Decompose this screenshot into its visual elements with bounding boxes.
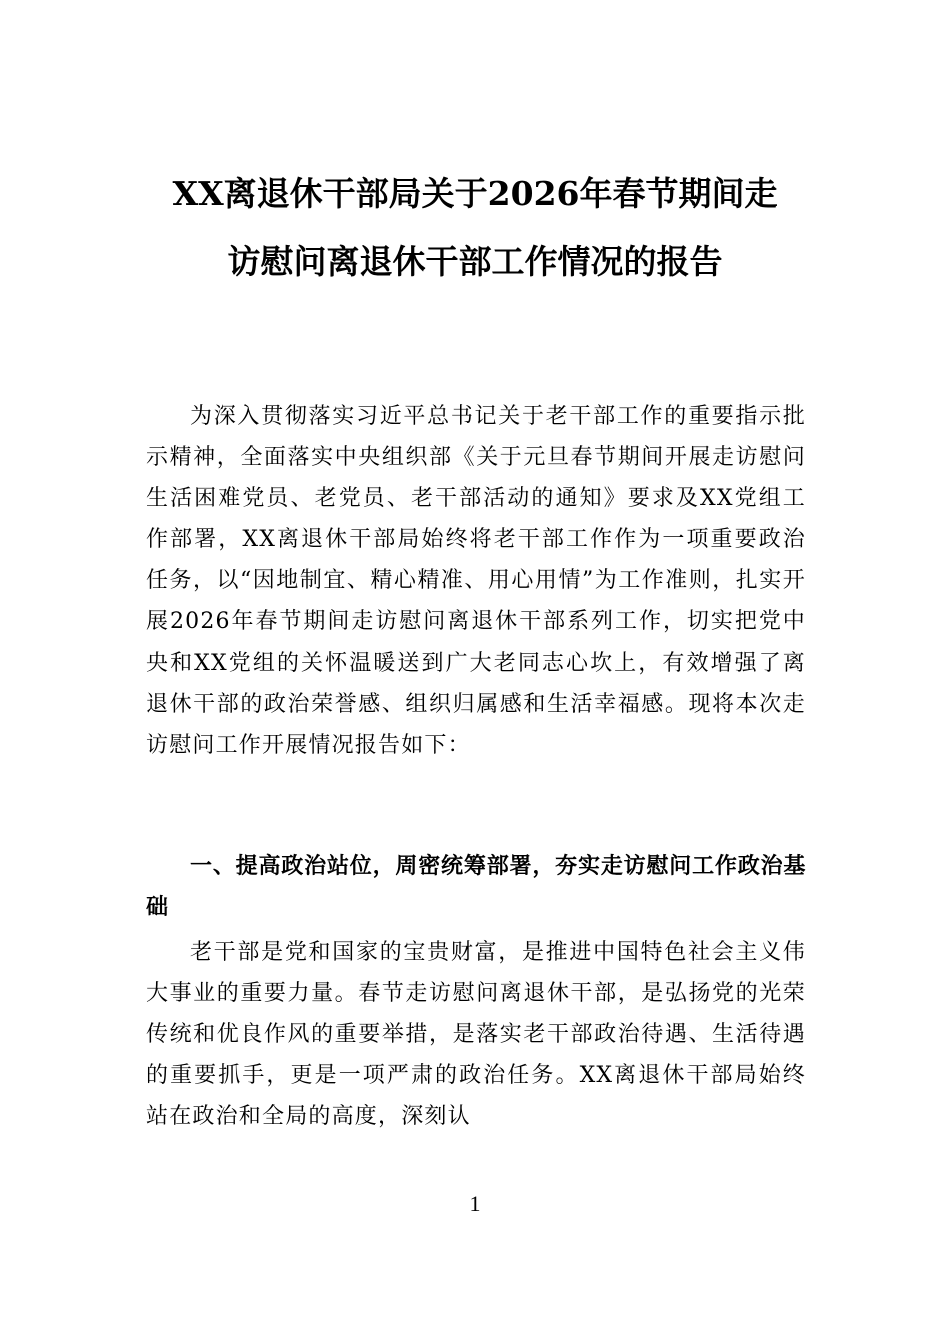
- intro-paragraph: 为深入贯彻落实习近平总书记关于老干部工作的重要指示批示精神，全面落实中央组织部《关于元旦春节期间开展走访慰问生活困难党员、老党员、老干部活动的通知》要求及XX党组工作部署，XX离退休干部局始终将老干部工作作为一项重要政治任务，以“因地制宜、精心精准、用心用情”为工作准则，扎实开展2026年春节期间走访慰问离退休干部系列工作，切实把党中央和XX党组的关怀温暖送到广大老同志心坎上，有效增强了离退休干部的政治荣誉感、组织归属感和生活幸福感。现将本次走访慰问工作开展情况报告如下：: [146, 404, 806, 758]
- page-number: 1: [469, 1191, 481, 1216]
- section-heading-1: 一、提高政治站位，周密统筹部署，夯实走访慰问工作政治基础: [146, 854, 806, 921]
- document-title-line-1: XX离退休干部局关于2026年春节期间走: [172, 174, 778, 213]
- document-title-line-2: 访慰问离退休干部工作情况的报告: [227, 242, 723, 281]
- section-1-paragraph: 老干部是党和国家的宝贵财富，是推进中国特色社会主义伟大事业的重要力量。春节走访慰问离退休干部，是弘扬党的光荣传统和优良作风的重要举措，是落实老干部政治待遇、生活待遇的重要抓手，更是一项严肃的政治任务。XX离退休干部局始终站在政治和全局的高度，深刻认: [146, 940, 806, 1130]
